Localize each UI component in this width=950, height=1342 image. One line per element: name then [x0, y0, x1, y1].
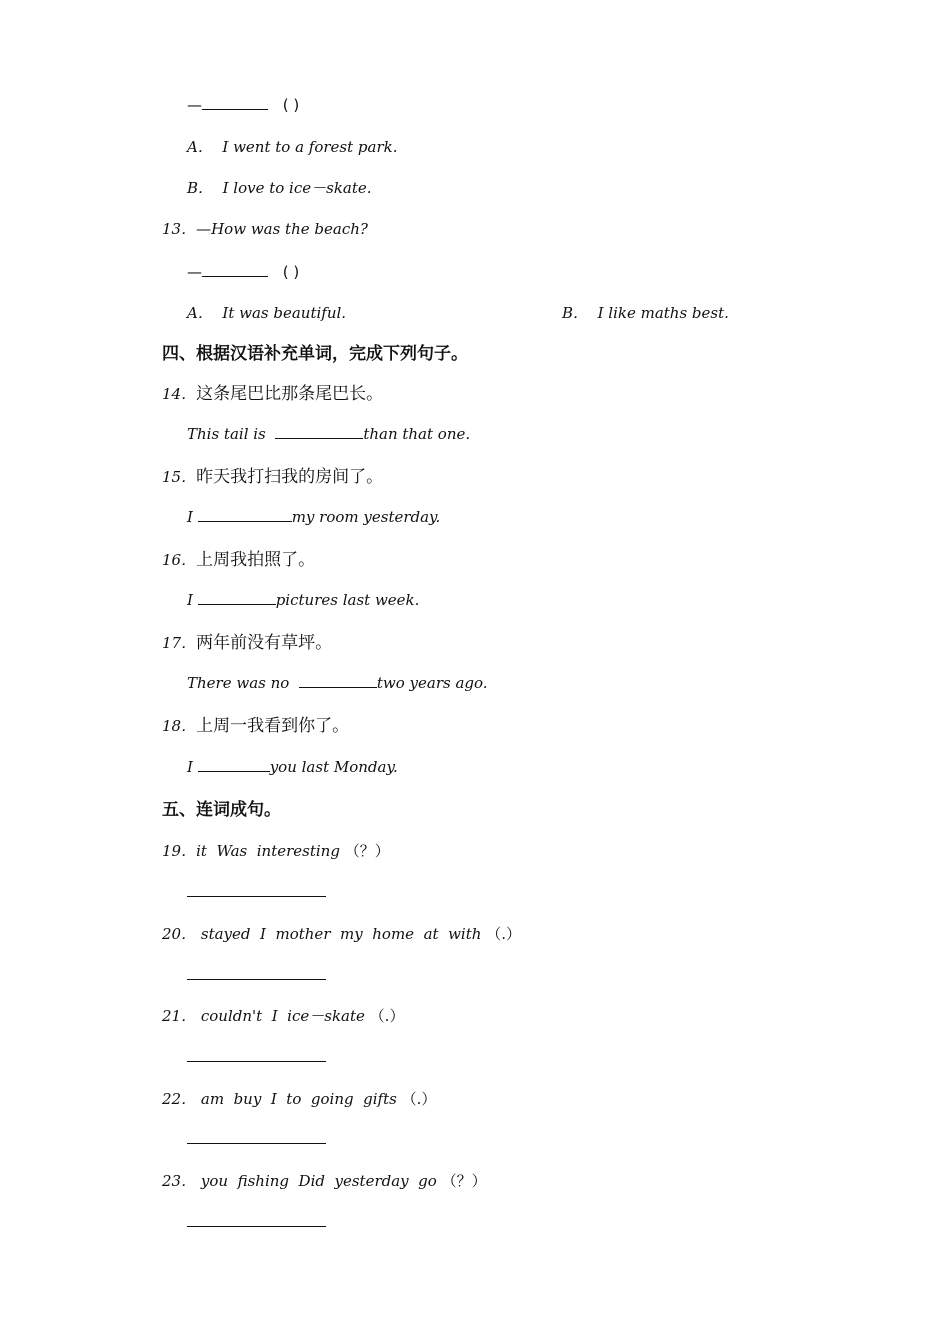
q16-sentence: I pictures last week.	[187, 591, 420, 609]
q13-blank[interactable]	[202, 261, 268, 277]
q17-sentence: There was no two years ago.	[187, 674, 488, 692]
q23-answer-line[interactable]	[187, 1226, 326, 1227]
q16-blank[interactable]	[198, 589, 276, 605]
q14-blank[interactable]	[275, 423, 363, 439]
q19-answer-line[interactable]	[187, 896, 326, 897]
q22-answer-line[interactable]	[187, 1143, 326, 1144]
q15-sentence: I my room yesterday.	[187, 508, 441, 526]
q16-prompt: 16．上周我拍照了。	[162, 550, 316, 570]
q13-option-a[interactable]: A． It was beautiful.	[187, 304, 347, 322]
q21-prompt: 21． couldn't I ice－skate （.）	[162, 1007, 405, 1025]
q18-prompt: 18．上周一我看到你了。	[162, 716, 350, 736]
section-5-title: 五、连词成句。	[162, 800, 281, 820]
q19-prompt: 19．it Was interesting （？）	[162, 842, 390, 860]
q15-blank[interactable]	[198, 506, 292, 522]
q17-blank[interactable]	[299, 672, 377, 688]
q12-option-a[interactable]: A． I went to a forest park.	[187, 138, 398, 156]
section-4-title: 四、根据汉语补充单词，完成下列句子。	[162, 344, 468, 364]
q14-prompt: 14．这条尾巴比那条尾巴长。	[162, 384, 384, 404]
q13-option-b[interactable]: B． I like maths best.	[562, 304, 729, 322]
q20-prompt: 20． stayed I mother my home at with （.）	[162, 925, 521, 943]
q12-option-b[interactable]: B． I love to ice－skate.	[187, 179, 372, 197]
q22-prompt: 22． am buy I to going gifts （.）	[162, 1090, 437, 1108]
q20-answer-line[interactable]	[187, 979, 326, 980]
q15-prompt: 15．昨天我打扫我的房间了。	[162, 467, 384, 487]
q14-sentence: This tail is than that one.	[187, 425, 471, 443]
q21-answer-line[interactable]	[187, 1061, 326, 1062]
q17-prompt: 17．两年前没有草坪。	[162, 633, 333, 653]
q12-answer-line: — ( )	[187, 96, 300, 114]
q13-answer-line: — ( )	[187, 263, 300, 281]
q13-question: 13．—How was the beach?	[162, 220, 368, 238]
q23-prompt: 23． you fishing Did yesterday go （？）	[162, 1172, 487, 1190]
q18-sentence: I you last Monday.	[187, 758, 398, 776]
q18-blank[interactable]	[198, 756, 270, 772]
q12-blank[interactable]	[202, 94, 268, 110]
